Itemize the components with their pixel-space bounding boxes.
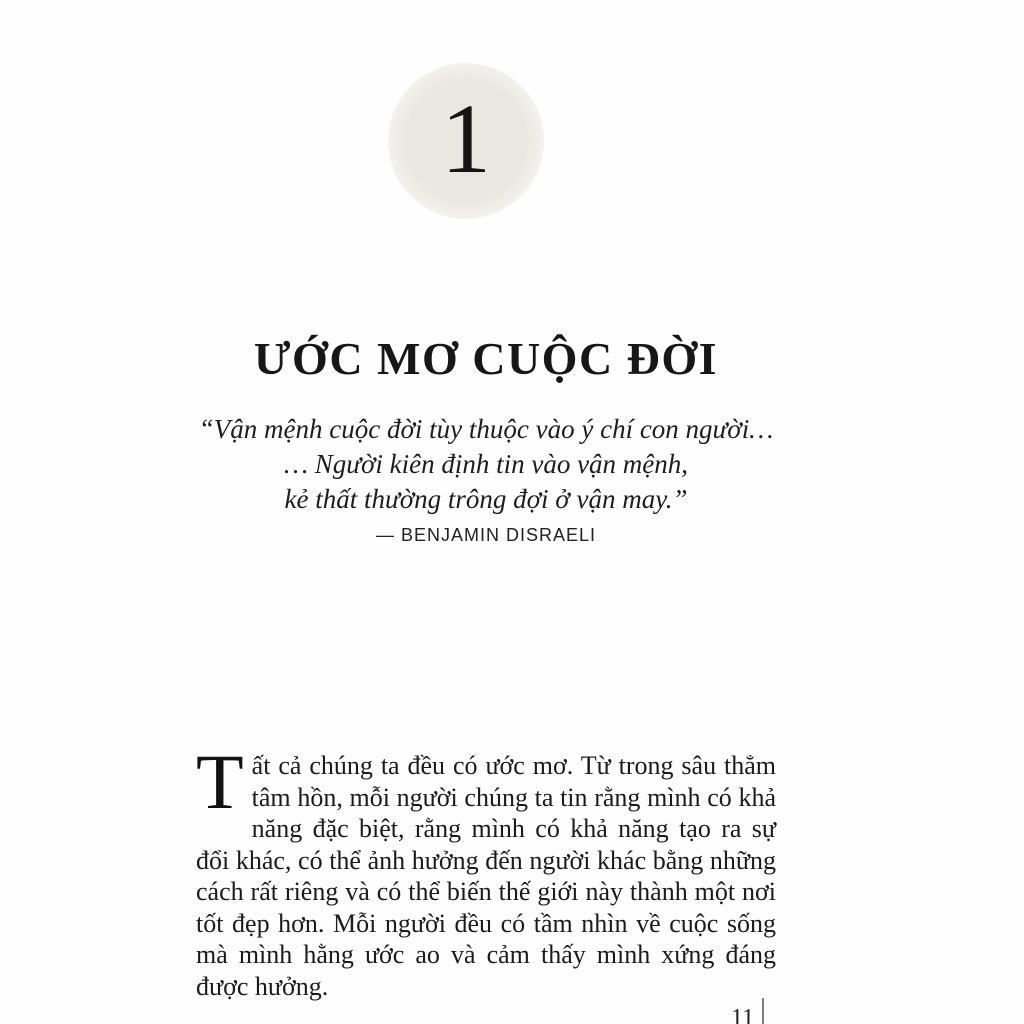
quote-attribution: — BENJAMIN DISRAELI (375, 525, 597, 545)
body-paragraph-text: ất cả chúng ta đều có ước mơ. Từ trong sâu thẳm tâm hồn, mỗi người chúng ta tin rằng mình có khả năng đặc biệt, rằng mình có khả năng tạo ra sự đổi khác, có thể ảnh hưởng đến người khác bằng những cách rất riêng và có thể biến thế giới này thành một nơi tốt đẹp hơn. Mỗi người đều có tầm nhìn về cuộc sống mà mình hằng ước ao và cảm thấy mình xứng đáng được hưởng. (196, 751, 776, 1001)
chapter-title: ƯỚC MƠ CUỘC ĐỜI (253, 332, 719, 384)
chapter-number-circle (388, 63, 544, 219)
body-paragraph (196, 738, 776, 1002)
scan-page-edge-line (762, 998, 764, 1024)
chapter-number: 1 (441, 83, 491, 194)
epigraph-quote (175, 412, 797, 517)
page-number: 11 (731, 1005, 755, 1024)
quote-line-1: “Vận mệnh cuộc đời tùy thuộc vào ý chí con người… (198, 414, 774, 444)
quote-line-3: kẻ thất thường trông đợi ở vận may.” (284, 484, 688, 514)
quote-line-2: … Người kiên định tin vào vận mệnh, (283, 449, 689, 479)
drop-cap: T (196, 738, 244, 825)
